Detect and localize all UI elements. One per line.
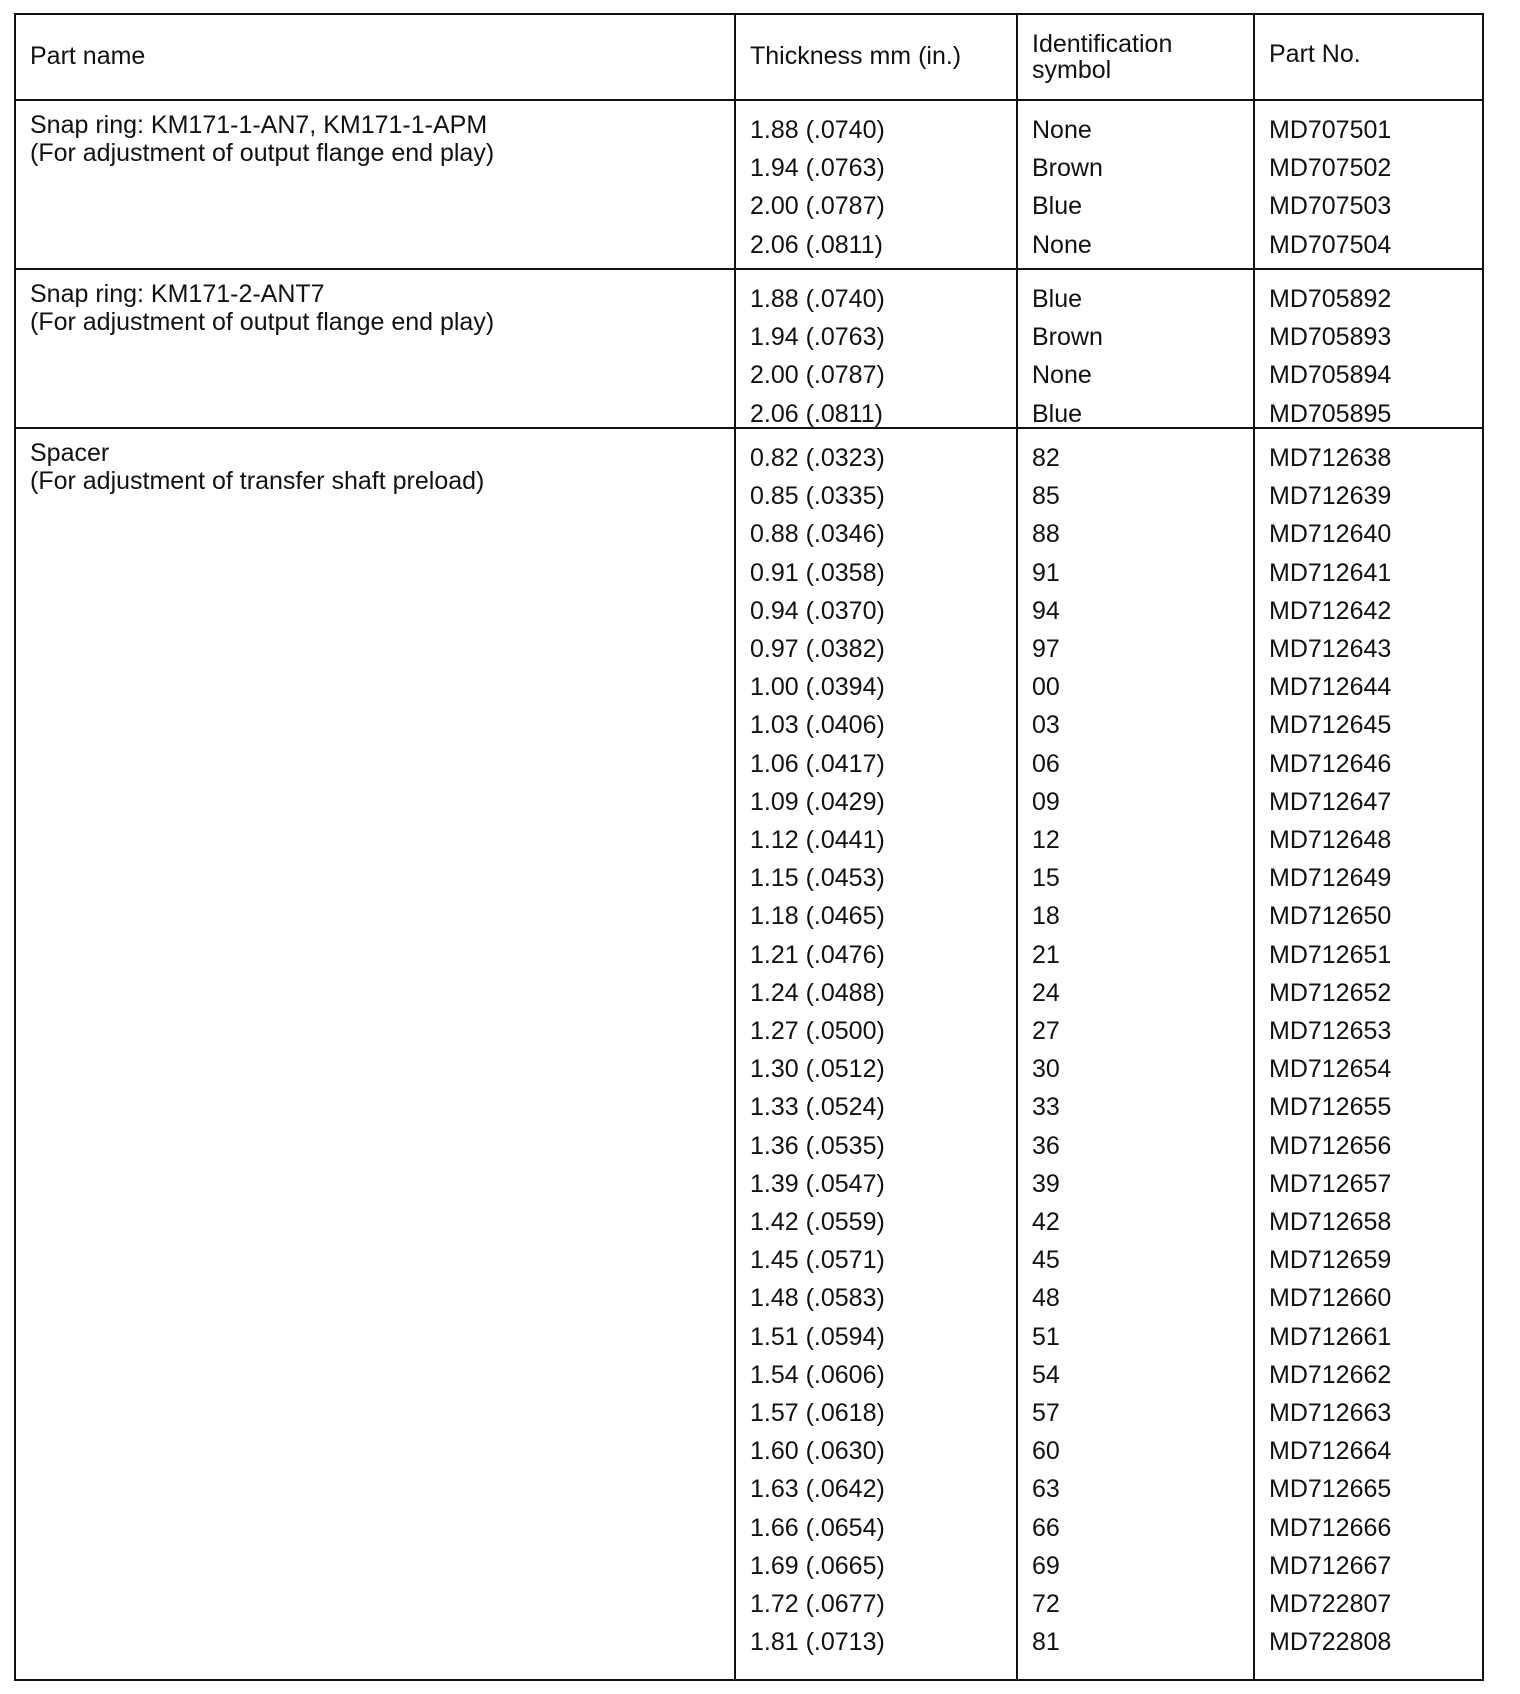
thickness-value: 0.82 (.0323) xyxy=(750,444,885,472)
header-part-name: Part name xyxy=(30,42,146,70)
thickness-value: 1.30 (.0512) xyxy=(750,1055,885,1084)
thickness-value: 1.18 (.0465) xyxy=(750,902,885,931)
thickness-value: 1.94 (.0763) xyxy=(750,154,885,183)
part-number: MD712664 xyxy=(1269,1437,1392,1466)
parts-table xyxy=(14,13,1484,1681)
part-number: MD712646 xyxy=(1269,749,1392,778)
part-number: MD712650 xyxy=(1269,902,1392,931)
identification-symbol: 39 xyxy=(1032,1169,1060,1198)
group-part-name: Snap ring: KM171-1-AN7, KM171-1-APM xyxy=(30,111,488,139)
identification-symbol: 69 xyxy=(1032,1551,1060,1580)
thickness-list xyxy=(750,439,885,1662)
group-part-purpose: (For adjustment of output flange end play) xyxy=(30,308,495,336)
group-part-name: Spacer xyxy=(30,439,110,467)
thickness-value: 1.21 (.0476) xyxy=(750,940,885,969)
identification-symbol: 91 xyxy=(1032,558,1060,587)
identification-symbol: 88 xyxy=(1032,520,1060,549)
part-number: MD707503 xyxy=(1269,192,1392,221)
thickness-value: 1.39 (.0547) xyxy=(750,1169,885,1198)
part-number: MD712648 xyxy=(1269,826,1392,855)
identification-symbol: 15 xyxy=(1032,864,1060,893)
identification-symbol: 42 xyxy=(1032,1208,1060,1237)
part-number: MD712653 xyxy=(1269,1017,1392,1046)
header-identification-line2: symbol xyxy=(1032,56,1112,84)
identification-symbol: 85 xyxy=(1032,482,1060,511)
part-number: MD712667 xyxy=(1269,1551,1392,1580)
part-number: MD712662 xyxy=(1269,1360,1392,1389)
thickness-value: 1.88 (.0740) xyxy=(750,116,885,144)
identification-symbol: Blue xyxy=(1032,285,1083,313)
part-number: MD712647 xyxy=(1269,787,1392,816)
thickness-value: 2.00 (.0787) xyxy=(750,192,885,221)
thickness-value: 1.03 (.0406) xyxy=(750,711,885,740)
identification-symbol: 81 xyxy=(1032,1628,1060,1657)
group-part-purpose: (For adjustment of output flange end play) xyxy=(30,139,495,167)
part-number: MD705893 xyxy=(1269,323,1392,352)
part-number: MD705895 xyxy=(1269,399,1392,428)
part-number: MD707501 xyxy=(1269,116,1392,144)
thickness-value: 1.15 (.0453) xyxy=(750,864,885,893)
thickness-value: 1.36 (.0535) xyxy=(750,1131,885,1160)
table-group-spacer xyxy=(16,427,1482,1679)
identification-symbol: 03 xyxy=(1032,711,1060,740)
header-cell-part-name xyxy=(16,15,734,99)
identification-symbol: 18 xyxy=(1032,902,1060,931)
table-group-snap-ring-2 xyxy=(16,268,1482,427)
identification-symbol: None xyxy=(1032,230,1092,259)
part-number: MD712666 xyxy=(1269,1513,1392,1542)
thickness-value: 2.06 (.0811) xyxy=(750,230,883,259)
header-identification-line1: Identification xyxy=(1032,30,1173,58)
identification-symbol: 30 xyxy=(1032,1055,1060,1084)
thickness-value: 1.33 (.0524) xyxy=(750,1093,885,1122)
thickness-value: 1.12 (.0441) xyxy=(750,826,885,855)
part-number: MD722808 xyxy=(1269,1628,1392,1657)
thickness-value: 1.88 (.0740) xyxy=(750,285,885,313)
header-cell-identification xyxy=(1016,15,1253,99)
identification-symbol: 12 xyxy=(1032,826,1060,855)
identification-symbol: 97 xyxy=(1032,635,1060,664)
table-group-snap-ring-1 xyxy=(16,99,1482,268)
part-number: MD712663 xyxy=(1269,1399,1392,1428)
part-number: MD707504 xyxy=(1269,230,1392,259)
header-cell-thickness xyxy=(734,15,1016,99)
identification-symbol: 33 xyxy=(1032,1093,1060,1122)
thickness-value: 0.91 (.0358) xyxy=(750,558,885,587)
part-number: MD712643 xyxy=(1269,635,1392,664)
part-number-list xyxy=(1269,280,1391,433)
part-number: MD712665 xyxy=(1269,1475,1392,1504)
identification-symbol: Brown xyxy=(1032,154,1103,183)
part-number: MD712657 xyxy=(1269,1169,1392,1198)
header-thickness: Thickness mm (in.) xyxy=(750,42,962,70)
thickness-value: 0.97 (.0382) xyxy=(750,635,885,664)
thickness-list xyxy=(750,280,885,433)
identification-symbol: 21 xyxy=(1032,940,1060,969)
group-part-name: Snap ring: KM171-2-ANT7 xyxy=(30,280,325,308)
thickness-value: 1.57 (.0618) xyxy=(750,1399,885,1428)
identification-symbol-list xyxy=(1032,280,1103,433)
part-number: MD712654 xyxy=(1269,1055,1392,1084)
identification-symbol: 27 xyxy=(1032,1017,1060,1046)
thickness-value: 1.66 (.0654) xyxy=(750,1513,885,1542)
identification-symbol: Brown xyxy=(1032,323,1103,352)
part-number: MD712644 xyxy=(1269,673,1392,702)
part-number: MD712656 xyxy=(1269,1131,1392,1160)
identification-symbol: 51 xyxy=(1032,1322,1060,1351)
thickness-value: 1.72 (.0677) xyxy=(750,1590,885,1619)
thickness-value: 2.00 (.0787) xyxy=(750,361,885,390)
identification-symbol: Blue xyxy=(1032,192,1083,221)
thickness-value: 1.48 (.0583) xyxy=(750,1284,885,1313)
part-number-list xyxy=(1269,111,1391,264)
identification-symbol: 63 xyxy=(1032,1475,1060,1504)
part-number: MD722807 xyxy=(1269,1590,1392,1619)
part-number: MD712658 xyxy=(1269,1208,1392,1237)
part-number: MD712651 xyxy=(1269,940,1392,969)
thickness-list xyxy=(750,111,885,264)
identification-symbol: 06 xyxy=(1032,749,1060,778)
thickness-value: 1.27 (.0500) xyxy=(750,1017,885,1046)
group-part-purpose: (For adjustment of transfer shaft preload) xyxy=(30,467,485,495)
header-cell-part-no xyxy=(1253,15,1482,99)
identification-symbol: 24 xyxy=(1032,978,1060,1007)
part-number: MD712661 xyxy=(1269,1322,1392,1351)
thickness-value: 1.45 (.0571) xyxy=(750,1246,885,1275)
part-number: MD712655 xyxy=(1269,1093,1392,1122)
identification-symbol: 66 xyxy=(1032,1513,1060,1542)
part-number: MD712645 xyxy=(1269,711,1392,740)
identification-symbol: None xyxy=(1032,116,1092,144)
identification-symbol: 57 xyxy=(1032,1399,1060,1428)
part-number: MD712652 xyxy=(1269,978,1392,1007)
identification-symbol: 36 xyxy=(1032,1131,1060,1160)
identification-symbol: 48 xyxy=(1032,1284,1060,1313)
thickness-value: 1.09 (.0429) xyxy=(750,787,885,816)
thickness-value: 0.88 (.0346) xyxy=(750,520,885,549)
identification-symbol: 60 xyxy=(1032,1437,1060,1466)
identification-symbol: 94 xyxy=(1032,596,1060,625)
part-number: MD712659 xyxy=(1269,1246,1392,1275)
part-number-list xyxy=(1269,439,1391,1662)
thickness-value: 1.54 (.0606) xyxy=(750,1360,885,1389)
thickness-value: 1.63 (.0642) xyxy=(750,1475,885,1504)
identification-symbol-list xyxy=(1032,111,1103,264)
identification-symbol: 54 xyxy=(1032,1360,1060,1389)
part-number: MD712649 xyxy=(1269,864,1392,893)
thickness-value: 0.94 (.0370) xyxy=(750,596,885,625)
part-number: MD712639 xyxy=(1269,482,1392,511)
part-number: MD705894 xyxy=(1269,361,1392,390)
table-header-row xyxy=(16,15,1482,99)
identification-symbol: 45 xyxy=(1032,1246,1060,1275)
thickness-value: 1.81 (.0713) xyxy=(750,1628,885,1657)
part-number: MD712640 xyxy=(1269,520,1392,549)
identification-symbol: Blue xyxy=(1032,399,1083,428)
thickness-value: 1.42 (.0559) xyxy=(750,1208,885,1237)
part-number: MD712660 xyxy=(1269,1284,1392,1313)
thickness-value: 1.60 (.0630) xyxy=(750,1437,885,1466)
thickness-value: 1.94 (.0763) xyxy=(750,323,885,352)
part-number: MD707502 xyxy=(1269,154,1392,183)
identification-symbol: 82 xyxy=(1032,444,1060,472)
thickness-value: 1.69 (.0665) xyxy=(750,1551,885,1580)
part-number: MD712638 xyxy=(1269,444,1392,472)
thickness-value: 1.51 (.0594) xyxy=(750,1322,885,1351)
thickness-value: 1.06 (.0417) xyxy=(750,749,885,778)
part-number: MD705892 xyxy=(1269,285,1392,313)
thickness-value: 1.00 (.0394) xyxy=(750,673,885,702)
identification-symbol: None xyxy=(1032,361,1092,390)
thickness-value: 2.06 (.0811) xyxy=(750,399,883,428)
thickness-value: 1.24 (.0488) xyxy=(750,978,885,1007)
part-number: MD712641 xyxy=(1269,558,1392,587)
part-number: MD712642 xyxy=(1269,596,1392,625)
identification-symbol: 00 xyxy=(1032,673,1060,702)
identification-symbol: 09 xyxy=(1032,787,1060,816)
identification-symbol-list xyxy=(1032,439,1060,1662)
thickness-value: 0.85 (.0335) xyxy=(750,482,885,511)
header-part-no: Part No. xyxy=(1269,40,1361,68)
identification-symbol: 72 xyxy=(1032,1590,1060,1619)
